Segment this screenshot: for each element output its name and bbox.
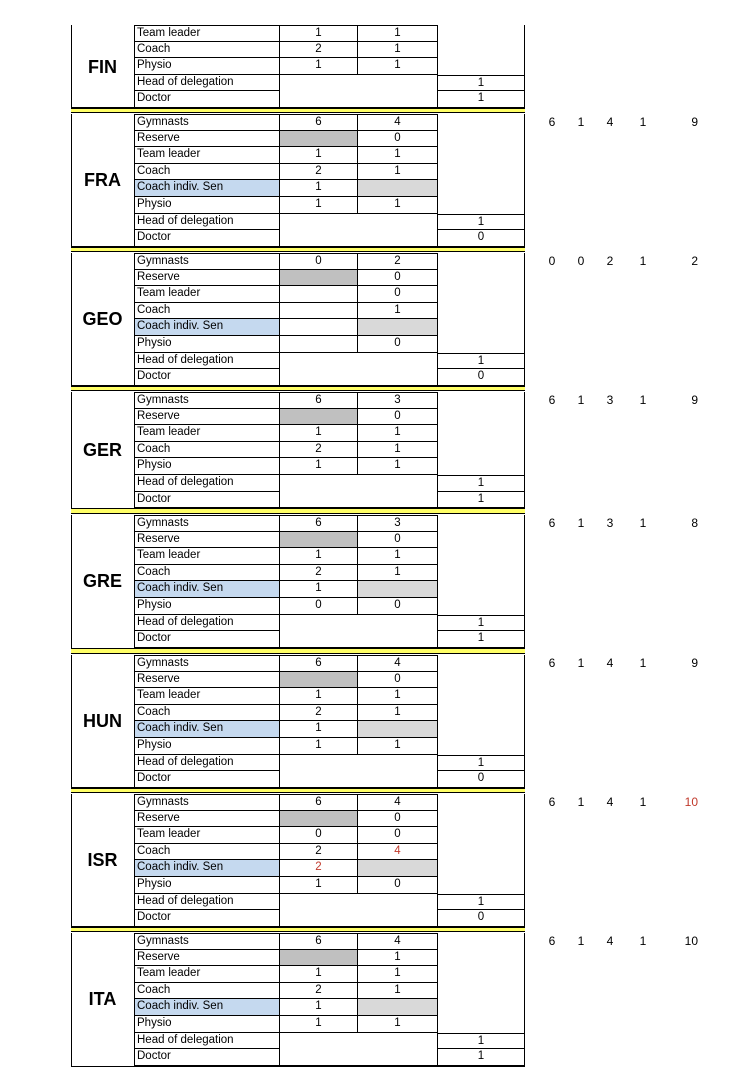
row-label: Doctor [134, 230, 280, 247]
country-code: ITA [88, 989, 117, 1010]
table-row [134, 755, 525, 772]
empty-cell [280, 910, 438, 927]
senior-count [280, 409, 358, 426]
table-row [134, 164, 525, 181]
senior-count [280, 950, 358, 967]
senior-count: 2 [280, 42, 358, 59]
country-block-gre [71, 515, 525, 648]
row-label: Team leader [134, 827, 280, 844]
senior-count: 1 [280, 688, 358, 705]
summary-value: 9 [691, 115, 698, 129]
row-label: Coach [134, 303, 280, 320]
summary-value: 9 [691, 393, 698, 407]
senior-count [280, 319, 358, 336]
table-row [134, 860, 525, 877]
row-label: Doctor [134, 771, 280, 788]
summary-value: 2 [606, 254, 614, 268]
row-label: Head of delegation [134, 75, 280, 92]
delegation-value: 1 [438, 631, 525, 648]
delegation-value: 1 [438, 214, 525, 231]
table-row [134, 771, 525, 788]
summary-value: 0 [577, 254, 585, 268]
summary-value: 1 [639, 516, 647, 530]
row-label: Doctor [134, 492, 280, 509]
junior-count [358, 180, 438, 197]
senior-count: 1 [280, 1016, 358, 1033]
row-label: Reserve [134, 672, 280, 689]
table-row [134, 631, 525, 648]
row-label: Physio [134, 197, 280, 214]
delegation-value: 1 [438, 1033, 525, 1050]
row-label: Physio [134, 877, 280, 894]
junior-count: 1 [358, 442, 438, 459]
row-label: Gymnasts [134, 655, 280, 672]
senior-count: 6 [280, 794, 358, 811]
senior-count: 6 [280, 655, 358, 672]
junior-count: 0 [358, 672, 438, 689]
row-label: Coach indiv. Sen [134, 180, 280, 197]
row-label: Coach [134, 164, 280, 181]
table-row [134, 705, 525, 722]
table-row [134, 794, 525, 811]
senior-count: 6 [280, 515, 358, 532]
junior-count: 1 [358, 25, 438, 42]
empty-cell [280, 615, 438, 632]
table-row [134, 966, 525, 983]
country-block-geo [71, 253, 525, 386]
table-row [134, 286, 525, 303]
empty-cell [280, 894, 438, 911]
table-row [134, 409, 525, 426]
country-code: GRE [82, 571, 122, 592]
summary-value: 6 [548, 934, 556, 948]
junior-count: 0 [358, 877, 438, 894]
row-label: Team leader [134, 688, 280, 705]
senior-count: 6 [280, 392, 358, 409]
row-label: Head of delegation [134, 475, 280, 492]
row-label: Gymnasts [134, 114, 280, 131]
row-label: Team leader [134, 548, 280, 565]
row-label: Coach indiv. Sen [134, 999, 280, 1016]
row-label: Physio [134, 1016, 280, 1033]
senior-count: 2 [280, 442, 358, 459]
table-row [134, 425, 525, 442]
delegation-value: 0 [438, 369, 525, 386]
row-label: Team leader [134, 966, 280, 983]
junior-count [358, 860, 438, 877]
senior-count [280, 811, 358, 828]
row-label: Team leader [134, 25, 280, 42]
row-label: Reserve [134, 409, 280, 426]
table-row [134, 672, 525, 689]
senior-count: 0 [280, 253, 358, 270]
country-code: ISR [87, 850, 118, 871]
summary-value: 1 [639, 656, 647, 670]
senior-count: 1 [280, 548, 358, 565]
junior-count: 0 [358, 286, 438, 303]
senior-count: 1 [280, 25, 358, 42]
summary-value: 8 [691, 516, 698, 530]
table-row [134, 688, 525, 705]
junior-count: 1 [358, 147, 438, 164]
senior-count: 6 [280, 114, 358, 131]
junior-count: 4 [358, 794, 438, 811]
row-label: Physio [134, 336, 280, 353]
summary-value: 3 [606, 393, 614, 407]
senior-count: 2 [280, 565, 358, 582]
table-row [134, 369, 525, 386]
empty-cell [280, 230, 438, 247]
junior-count: 0 [358, 827, 438, 844]
senior-count: 1 [280, 458, 358, 475]
table-row [134, 253, 525, 270]
section-separator [71, 648, 525, 654]
country-block-isr [71, 794, 525, 927]
row-label: Gymnasts [134, 392, 280, 409]
junior-count: 0 [358, 811, 438, 828]
row-label: Coach [134, 844, 280, 861]
country-code: HUN [83, 711, 122, 732]
table-row [134, 1016, 525, 1033]
empty-cell [280, 771, 438, 788]
summary-value: 6 [548, 516, 556, 530]
table-row [134, 214, 525, 231]
summary-value: 10 [684, 934, 698, 948]
row-label: Reserve [134, 131, 280, 148]
delegation-value: 1 [438, 75, 525, 92]
senior-count [280, 303, 358, 320]
delegation-value: 0 [438, 771, 525, 788]
junior-count: 0 [358, 336, 438, 353]
row-label: Head of delegation [134, 214, 280, 231]
summary-value: 1 [577, 516, 585, 530]
table-row [134, 42, 525, 59]
junior-count: 1 [358, 548, 438, 565]
junior-count: 4 [358, 844, 438, 861]
senior-count [280, 532, 358, 549]
senior-count: 0 [280, 827, 358, 844]
country-block-fra [71, 114, 525, 247]
senior-count: 1 [280, 197, 358, 214]
delegation-value: 1 [438, 1049, 525, 1066]
row-label: Team leader [134, 425, 280, 442]
senior-count: 2 [280, 705, 358, 722]
summary-value: 2 [691, 254, 698, 268]
row-label: Coach indiv. Sen [134, 319, 280, 336]
junior-count: 1 [358, 738, 438, 755]
summary-value: 1 [577, 656, 585, 670]
row-label: Coach indiv. Sen [134, 860, 280, 877]
row-label: Physio [134, 598, 280, 615]
delegation-value: 0 [438, 230, 525, 247]
row-label: Reserve [134, 950, 280, 967]
table-row [134, 75, 525, 92]
junior-count: 0 [358, 131, 438, 148]
summary-value: 1 [577, 115, 585, 129]
junior-count: 1 [358, 458, 438, 475]
junior-count: 0 [358, 409, 438, 426]
row-label: Coach [134, 705, 280, 722]
row-label: Head of delegation [134, 1033, 280, 1050]
table-row [134, 458, 525, 475]
table-row [134, 303, 525, 320]
summary-value: 9 [691, 656, 698, 670]
summary-value: 4 [606, 934, 614, 948]
table-row [134, 877, 525, 894]
table-row [134, 58, 525, 75]
table-row [134, 25, 525, 42]
senior-count: 1 [280, 180, 358, 197]
junior-count [358, 319, 438, 336]
senior-count [280, 270, 358, 287]
empty-cell [280, 91, 438, 108]
delegation-value: 1 [438, 91, 525, 108]
empty-cell [280, 492, 438, 509]
row-label: Coach [134, 983, 280, 1000]
table-row [134, 999, 525, 1016]
table-row [134, 270, 525, 287]
junior-count: 1 [358, 565, 438, 582]
country-code: GEO [82, 309, 123, 330]
table-row [134, 894, 525, 911]
senior-count: 1 [280, 999, 358, 1016]
country-block-ita [71, 933, 525, 1066]
senior-count: 2 [280, 860, 358, 877]
senior-count: 1 [280, 58, 358, 75]
junior-count: 1 [358, 425, 438, 442]
junior-count: 4 [358, 933, 438, 950]
junior-count: 1 [358, 705, 438, 722]
row-label: Doctor [134, 1049, 280, 1066]
senior-count: 1 [280, 966, 358, 983]
table-row [134, 581, 525, 598]
summary-value: 1 [577, 795, 585, 809]
summary-value: 6 [548, 656, 556, 670]
table-row [134, 475, 525, 492]
country-block-hun [71, 655, 525, 788]
junior-count: 0 [358, 532, 438, 549]
senior-count: 0 [280, 598, 358, 615]
empty-cell [280, 353, 438, 370]
table-row [134, 1033, 525, 1050]
table-row [134, 532, 525, 549]
row-label: Coach indiv. Sen [134, 581, 280, 598]
senior-count [280, 672, 358, 689]
junior-count [358, 999, 438, 1016]
junior-count: 1 [358, 58, 438, 75]
junior-count: 1 [358, 303, 438, 320]
delegation-value: 1 [438, 894, 525, 911]
summary-value: 6 [548, 795, 556, 809]
summary-value: 6 [548, 393, 556, 407]
row-label: Coach [134, 42, 280, 59]
table-row [134, 655, 525, 672]
country-code: GER [82, 440, 122, 461]
summary-value: 4 [606, 795, 614, 809]
summary-value: 1 [639, 115, 647, 129]
row-label: Doctor [134, 369, 280, 386]
table-row [134, 114, 525, 131]
row-label: Gymnasts [134, 933, 280, 950]
summary-value: 1 [639, 254, 647, 268]
table-row [134, 844, 525, 861]
row-label: Doctor [134, 91, 280, 108]
table-row [134, 353, 525, 370]
senior-count: 6 [280, 933, 358, 950]
table-row [134, 180, 525, 197]
summary-value: 6 [548, 115, 556, 129]
table-row [134, 515, 525, 532]
summary-value: 1 [639, 393, 647, 407]
row-label: Head of delegation [134, 894, 280, 911]
delegation-value: 1 [438, 475, 525, 492]
table-row [134, 492, 525, 509]
table-row [134, 827, 525, 844]
senior-count [280, 336, 358, 353]
empty-cell [280, 369, 438, 386]
table-row [134, 131, 525, 148]
senior-count: 2 [280, 844, 358, 861]
junior-count [358, 581, 438, 598]
summary-value: 4 [606, 115, 614, 129]
junior-count [358, 721, 438, 738]
empty-cell [280, 75, 438, 92]
senior-count: 2 [280, 983, 358, 1000]
table-row [134, 615, 525, 632]
table-row [134, 721, 525, 738]
summary-value: 1 [639, 934, 647, 948]
row-label: Doctor [134, 631, 280, 648]
junior-count: 1 [358, 966, 438, 983]
country-code: FRA [84, 170, 121, 191]
senior-count: 1 [280, 877, 358, 894]
summary-value: 10 [684, 795, 698, 809]
row-label: Team leader [134, 286, 280, 303]
table-row [134, 1049, 525, 1066]
row-label: Head of delegation [134, 353, 280, 370]
row-label: Physio [134, 58, 280, 75]
row-label: Reserve [134, 811, 280, 828]
row-label: Gymnasts [134, 253, 280, 270]
summary-value: 1 [577, 393, 585, 407]
senior-count [280, 131, 358, 148]
junior-count: 2 [358, 253, 438, 270]
table-row [134, 197, 525, 214]
table-row [134, 933, 525, 950]
table-row [134, 811, 525, 828]
delegation-value: 0 [438, 910, 525, 927]
senior-count: 2 [280, 164, 358, 181]
table-row [134, 442, 525, 459]
table-row [134, 319, 525, 336]
table-row [134, 91, 525, 108]
summary-value: 0 [548, 254, 556, 268]
junior-count: 1 [358, 950, 438, 967]
summary-value: 4 [606, 656, 614, 670]
row-label: Coach [134, 442, 280, 459]
junior-count: 1 [358, 1016, 438, 1033]
row-label: Reserve [134, 270, 280, 287]
delegation-value: 1 [438, 492, 525, 509]
table-row [134, 392, 525, 409]
delegation-value: 1 [438, 353, 525, 370]
junior-count: 1 [358, 42, 438, 59]
table-row [134, 336, 525, 353]
junior-count: 4 [358, 114, 438, 131]
table-row [134, 910, 525, 927]
empty-cell [280, 755, 438, 772]
junior-count: 1 [358, 197, 438, 214]
table-row [134, 738, 525, 755]
senior-count: 1 [280, 581, 358, 598]
row-label: Coach [134, 565, 280, 582]
row-label: Team leader [134, 147, 280, 164]
summary-value: 1 [577, 934, 585, 948]
row-label: Gymnasts [134, 515, 280, 532]
junior-count: 0 [358, 270, 438, 287]
empty-cell [280, 214, 438, 231]
summary-value: 3 [606, 516, 614, 530]
junior-count: 4 [358, 655, 438, 672]
table-row [134, 565, 525, 582]
row-label: Doctor [134, 910, 280, 927]
table-row [134, 950, 525, 967]
summary-value: 1 [639, 795, 647, 809]
row-label: Gymnasts [134, 794, 280, 811]
senior-count: 1 [280, 425, 358, 442]
empty-cell [280, 631, 438, 648]
table-row [134, 598, 525, 615]
senior-count [280, 286, 358, 303]
table-row [134, 230, 525, 247]
delegation-value: 1 [438, 615, 525, 632]
empty-cell [280, 1033, 438, 1050]
junior-count: 0 [358, 598, 438, 615]
country-block-ger [71, 392, 525, 508]
row-label: Physio [134, 738, 280, 755]
junior-count: 1 [358, 164, 438, 181]
senior-count: 1 [280, 721, 358, 738]
junior-count: 1 [358, 983, 438, 1000]
country-code: FIN [88, 56, 117, 77]
junior-count: 3 [358, 515, 438, 532]
row-label: Head of delegation [134, 755, 280, 772]
senior-count: 1 [280, 738, 358, 755]
table-row [134, 147, 525, 164]
row-label: Head of delegation [134, 615, 280, 632]
table-row [134, 548, 525, 565]
row-label: Coach indiv. Sen [134, 721, 280, 738]
junior-count: 3 [358, 392, 438, 409]
delegation-value: 1 [438, 755, 525, 772]
junior-count: 1 [358, 688, 438, 705]
row-label: Physio [134, 458, 280, 475]
empty-cell [280, 1049, 438, 1066]
table-row [134, 983, 525, 1000]
country-block-fin [71, 25, 525, 108]
row-label: Reserve [134, 532, 280, 549]
senior-count: 1 [280, 147, 358, 164]
empty-cell [280, 475, 438, 492]
